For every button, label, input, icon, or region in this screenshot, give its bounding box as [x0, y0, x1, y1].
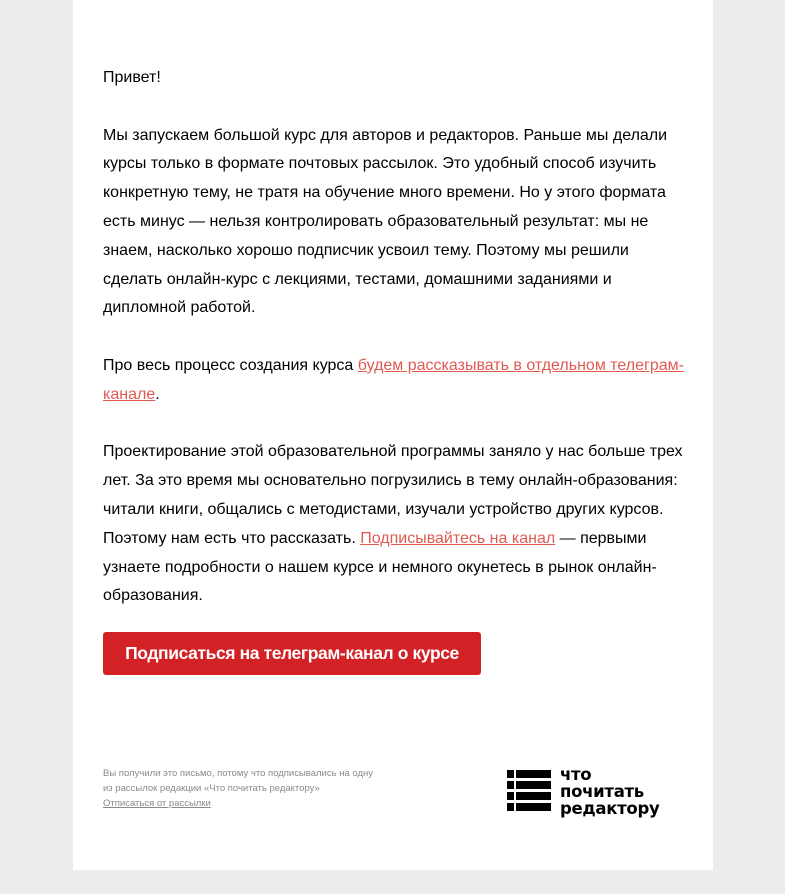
email-card [73, 0, 713, 870]
program-paragraph-prefix: Проектирование этой образовательной программы заняло у нас больше трех лет. За это время мы основательно погрузились в тему онлайн-образования: читали книги, общались с методистами, изучали устройство других курсов. Поэтому нам есть что рассказать. [103, 443, 683, 547]
process-paragraph-prefix: Про весь процесс создания курса [103, 356, 358, 374]
telegram-channel-link[interactable]: будем рассказывать в отдельном телеграм-канале [103, 356, 684, 403]
logo-line-1: что [560, 765, 592, 784]
brand-logo[interactable] [507, 765, 685, 819]
program-paragraph-suffix: — первыми узнаете подробности о нашем курсе и немного окунетесь в рынок онлайн-образования. [103, 529, 657, 605]
logo-line-3: редактору [560, 799, 660, 818]
footer-notice [103, 766, 383, 811]
stacked-bars-logo-icon [507, 769, 553, 817]
process-paragraph [103, 352, 685, 410]
intro-paragraph: Мы запускаем большой курс для авторов и редакторов. Раньше мы делали курсы только в формате почтовых рассылок. Это удобный способ изучить конкретную тему, не тратя на обучение много времени. Но у этого формата есть минус — нельзя контролировать образовательный результат: мы не знаем, насколько хорошо подписчик усвоил тему. Поэтому мы решили сделать онлайн-курс с лекциями, тестами, домашними заданиями и дипломной работой. [103, 126, 668, 317]
unsubscribe-link[interactable]: Отписаться от рассылки [103, 798, 211, 809]
subscribe-channel-link[interactable]: Подписывайтесь на канал [360, 529, 556, 547]
footer-notice-text: Вы получили это письмо, потому что подписывались на одну из рассылок редакции «Что почитать редактору» [103, 768, 373, 794]
email-body [103, 64, 685, 640]
greeting: Привет! [103, 69, 161, 86]
logo-wordmark [560, 766, 659, 817]
subscribe-telegram-button[interactable]: Подписаться на телеграм-канал о курсе [103, 632, 481, 675]
logo-line-2: почитать [560, 782, 644, 801]
program-paragraph [103, 438, 685, 611]
process-paragraph-suffix: . [155, 385, 160, 403]
